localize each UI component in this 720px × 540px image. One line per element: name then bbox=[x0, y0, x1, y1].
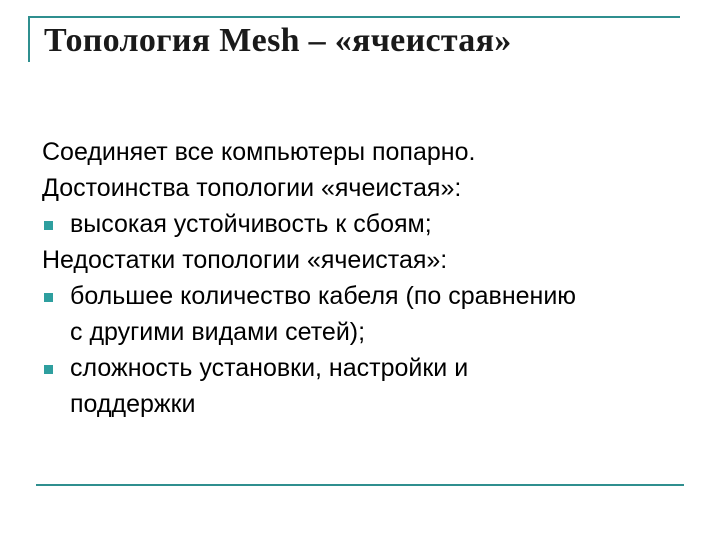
bullet-text-line: большее количество кабеля (по сравнению bbox=[70, 282, 577, 310]
bullet-item-more-cable bbox=[42, 278, 692, 350]
bullet-item-complexity bbox=[42, 350, 692, 422]
text-line-disadvantages-heading: Недостатки топологии «ячеистая»: bbox=[42, 246, 448, 274]
square-bullet-icon bbox=[42, 206, 70, 242]
text-line-advantages-heading: Достоинства топологии «ячеистая»: bbox=[42, 174, 462, 202]
bullet-text-line: с другими видами сетей); bbox=[70, 318, 366, 346]
bullet-text-line: поддержки bbox=[70, 390, 196, 418]
text-line-connects: Соединяет все компьютеры попарно. bbox=[42, 138, 476, 166]
footer-rule bbox=[36, 484, 684, 486]
square-bullet-icon bbox=[42, 350, 70, 386]
slide-title: Топология Mesh – «ячеистая» bbox=[44, 22, 512, 59]
bullet-text: высокая устойчивость к сбоям; bbox=[70, 210, 432, 238]
square-bullet-icon bbox=[42, 278, 70, 314]
title-frame-top-rule bbox=[28, 16, 680, 18]
bullet-text bbox=[70, 278, 576, 350]
bullet-item-fault-tolerance bbox=[42, 206, 692, 242]
bullet-text-line: сложность установки, настройки и bbox=[70, 354, 469, 382]
slide-body bbox=[42, 134, 692, 422]
title-frame-vertical-rule bbox=[28, 16, 30, 62]
bullet-text bbox=[70, 350, 468, 422]
